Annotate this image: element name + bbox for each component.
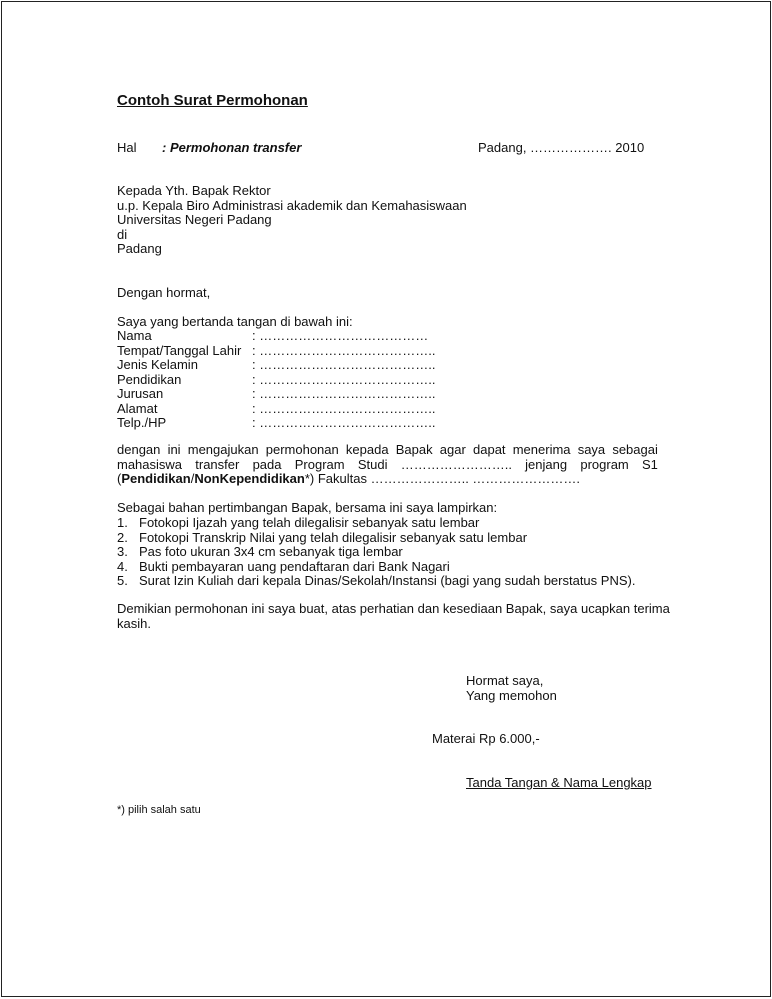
paren-open: ( [117, 471, 122, 486]
field-row [117, 402, 435, 417]
recipient-block [117, 184, 467, 257]
list-item [117, 560, 635, 575]
field-value: : ………………………………….. [252, 386, 436, 401]
word: Program [294, 456, 345, 472]
paragraph-line: Demikian permohonan ini saya buat, atas perhatian dan kesediaan Bapak, saya ucapkan terima [117, 601, 670, 616]
field-label: Telp./HP [117, 415, 167, 430]
word: Bapak [395, 442, 433, 457]
recipient-line: Universitas Negeri Padang [117, 212, 272, 227]
paragraph-line [117, 472, 658, 487]
field-row [117, 329, 435, 344]
word: pada [252, 456, 282, 472]
field-label: Jenis Kelamin [117, 357, 198, 372]
attachments-intro: Sebagai bahan pertimbangan Bapak, bersama ini saya lampirkan: [117, 500, 498, 515]
subject-value: : Permohonan transfer [162, 140, 302, 155]
field-row [117, 416, 435, 431]
field-row [117, 344, 435, 359]
word: agar [439, 442, 466, 457]
word: Studi [357, 456, 388, 472]
recipient-line: Padang [117, 241, 162, 256]
paragraph-line: kasih. [117, 615, 151, 631]
regards-block [466, 674, 557, 703]
field-value: : ………………………………….. [252, 342, 436, 358]
request-paragraph [117, 443, 658, 487]
stamp-duty-text: Materai Rp 6.000,- [432, 731, 540, 746]
field-label: Pendidikan [117, 371, 182, 387]
list-number: 4. [117, 558, 128, 574]
list-number: 3. [117, 544, 128, 559]
signature-label: Tanda Tangan & Nama Lengkap [466, 775, 652, 790]
recipient-line: Kepada Yth. Bapak Rektor [117, 183, 271, 198]
field-value: : ………………………………….. [252, 415, 436, 430]
word: menerima [512, 442, 571, 457]
word: mengajukan [187, 442, 259, 457]
faculty-text: *) Fakultas ………………….. ……………………. [304, 471, 581, 486]
option-nonkependidikan: NonKependidikan [194, 471, 305, 486]
field-row [117, 373, 435, 388]
field-value: : ………………………………… [252, 328, 429, 343]
paragraph-line [117, 458, 658, 473]
field-row [117, 358, 435, 373]
word: S1 [642, 456, 658, 472]
field-label: Nama [117, 328, 152, 343]
word: mahasiswa [117, 456, 183, 472]
list-item [117, 545, 635, 560]
list-text: Fotokopi Transkrip Nilai yang telah dilegalisir sebanyak satu lembar [139, 529, 528, 545]
word: dapat [473, 442, 506, 457]
letter-page [1, 1, 771, 997]
word: permohonan [265, 442, 339, 457]
word: ini [167, 442, 181, 457]
word: jenjang [525, 456, 568, 472]
list-number: 2. [117, 529, 128, 545]
list-item [117, 574, 635, 589]
list-text: Bukti pembayaran uang pendaftaran dari Bank Nagari [139, 558, 450, 574]
recipient-line: u.p. Kepala Biro Administrasi akademik dan Kemahasiswaan [117, 197, 467, 213]
applicant-fields [117, 329, 435, 431]
footnote: *) pilih salah satu [117, 804, 201, 816]
word: dengan [117, 442, 161, 457]
salutation: Dengan hormat, [117, 285, 211, 300]
field-value: : ………………………………….. [252, 357, 436, 372]
word: transfer [195, 456, 240, 472]
regards-line: Yang memohon [466, 687, 557, 703]
list-text: Surat Izin Kuliah dari kepala Dinas/Sekolah/Instansi (bagi yang sudah berstatus PNS). [139, 573, 636, 588]
list-text: Fotokopi Ijazah yang telah dilegalisir sebanyak satu lembar [139, 515, 480, 530]
regards-line: Hormat saya, [466, 673, 544, 688]
list-number: 1. [117, 515, 128, 530]
field-label: Alamat [117, 400, 158, 416]
attachments-list [117, 516, 635, 589]
field-row [117, 387, 435, 402]
field-label: Jurusan [117, 386, 164, 401]
list-number: 5. [117, 573, 128, 588]
field-value: : ………………………………….. [252, 371, 436, 387]
list-text: Pas foto ukuran 3x4 cm sebanyak tiga lembar [139, 544, 403, 559]
word: program [580, 456, 629, 472]
subject-label: Hal [117, 140, 137, 155]
recipient-line: di [117, 226, 128, 242]
field-value: : ………………………………….. [252, 400, 436, 416]
word: kepada [345, 442, 389, 457]
word: …………………….. [400, 456, 512, 472]
option-separator: / [190, 471, 195, 486]
document-title: Contoh Surat Permohonan [117, 92, 308, 109]
word: sebagai [612, 442, 658, 457]
word: saya [577, 442, 606, 457]
paragraph-line [117, 443, 658, 458]
closing-paragraph [117, 602, 670, 631]
list-item [117, 516, 635, 531]
option-pendidikan: Pendidikan [121, 471, 191, 486]
field-label: Tempat/Tanggal Lahir [117, 342, 242, 358]
place-date: Padang, ………………. 2010 [478, 140, 645, 155]
list-item [117, 531, 635, 546]
intro-text: Saya yang bertanda tangan di bawah ini: [117, 314, 353, 329]
